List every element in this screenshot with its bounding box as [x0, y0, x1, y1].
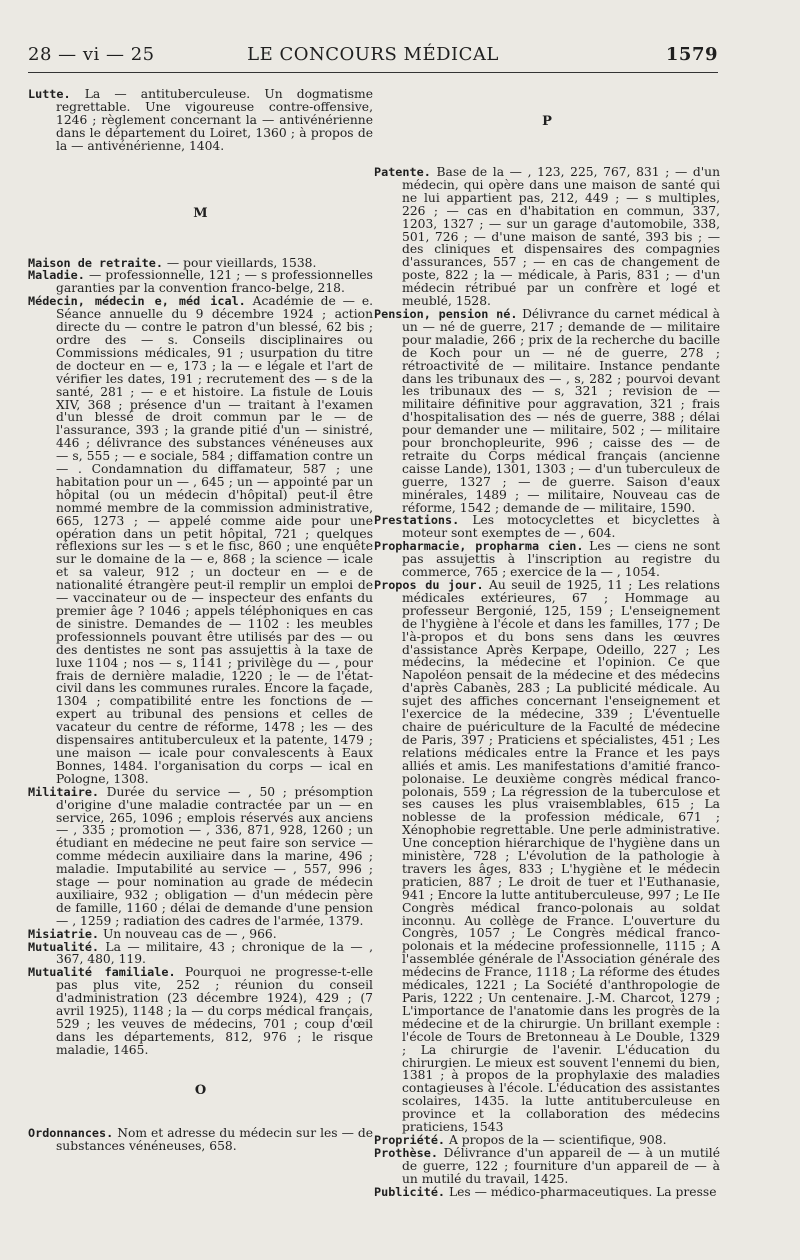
section-letter-p: P — [542, 113, 552, 129]
index-entry — [28, 966, 373, 1056]
right-column — [374, 88, 720, 1199]
journal-title: LE CONCOURS MÉDICAL — [247, 44, 499, 65]
entry-keyword: Propriété. — [374, 1132, 446, 1147]
section-o — [28, 1057, 373, 1127]
entry-text: Délivrance d'un appareil de — à un mutilé de guerre, 122 ; fourniture d'un appareil de — à un mutilé du travail, 1425. — [402, 1145, 720, 1186]
entry-text: — professionnelle, 121 ; — s professionnelles garanties par la convention franco-belge, 218. — [56, 268, 373, 296]
entry-keyword: Prestations. — [374, 513, 460, 528]
index-entry — [28, 269, 373, 295]
index-entry — [374, 514, 720, 540]
index-entry — [28, 941, 373, 967]
entry-keyword: Mutualité. — [28, 939, 100, 954]
entry-text: Les — médico-pharmaceutiques. La presse — [445, 1184, 717, 1199]
entry-keyword: Ordonnances. — [28, 1125, 114, 1140]
header-rule — [28, 72, 718, 73]
entry-keyword: Médecin, médecin e, méd ical. — [28, 294, 246, 309]
index-entry — [374, 166, 720, 308]
index-entry — [28, 786, 373, 928]
index-entry — [28, 1127, 373, 1153]
entry-text: La — antituberculeuse. Un dogmatisme regrettable. Une vigoureuse contre-offensive, 1246 ; règlement concernant la — antivénérienne dans le département du Loiret, 1360 ; à propos de la — antivénérienne, 1404. — [56, 87, 373, 153]
entry-keyword: Militaire. — [28, 784, 100, 799]
entry-text: — pour vieillards, 1538. — [162, 255, 317, 270]
entry-keyword: Lutte. — [28, 87, 71, 101]
entry-text: La — militaire, 43 ; chronique de la — , 367, 480, 119. — [56, 939, 373, 967]
entries-l — [28, 88, 373, 153]
section-m — [28, 153, 373, 257]
index-entry — [374, 308, 720, 515]
entry-keyword: Misiatrie. — [28, 926, 100, 941]
left-column — [28, 88, 373, 1153]
index-entry — [28, 295, 373, 785]
index-entry — [374, 540, 720, 579]
entry-text: Base de la — , 123, 225, 767, 831 ; — d'un médecin, qui opère dans une maison de santé qui ne lui appartient pas, 212, 449 ; — s multiples, 226 ; — cas en d'habitation en commun, 337, 1203, 1327 ; — sur un garage d'automobile, 338, 501, 726 ; — d'une maison de santé, 393 bis ; — des cliniques et dispensaires des compagnies d'assurances, 557 ; — en cas de changement de poste, 822 ; la — médicale, à Paris, 831 ; — d'un médecin rétribué par un confrère et logé et meublé, 1528. — [402, 165, 720, 309]
entry-text: Nom et adresse du médecin sur les — de substances vénéneuses, 658. — [56, 1125, 373, 1153]
entries-p — [374, 166, 720, 1199]
entry-text: Académie de — e. Séance annuelle du 9 décembre 1924 ; action directe du — contre le patron d'un blessé, 62 bis ; ordre des — s. Conseils disciplinaires ou Commissions médicales, 91 ; usurpation du titre de docteur en — e, 173 ; la — e légale et l'art de vérifier les dates, 191 ; recrutement des — s de la santé, 281 ; — e et histoire. La fistule de Louis XIV, 368 ; présence d'un — traitant à l'examen d'un blessé de droit commun par le — de l'assurance, 393 ; la grande pitié d'un — sinistré, 446 ; délivrance des substances vénéneuses aux — s, 555 ; — e sociale, 584 ; diffamation contre un — . Condamnation du diffamateur, 587 ; une habitation pour un — , 645 ; un — appointé par un hôpital (ou un médecin d'hôpital) peut-il être nommé membre de la commission administrative, 665, 1273 ; — appelé comme aide pour une opération dans un petit hôpital, 721 ; quelques réflexions sur les — s et le fisc, 860 ; une enquête sur le domaine de la — e, 868 ; la science — icale et sa valeur, 912 ; un docteur en — e de nationalité étrangère peut-il remplir un emploi de — vaccinateur ou de — inspecteur des enfants du premier âge ? 1046 ; appels téléphoniques en cas de sinistre. Demandes de — 1102 : les meubles professionnels pouvant être utilisés par des — ou des dentistes ne sont pas assujettis à la taxe de luxe 1104 ; nos — s, 1141 ; privilège du — , pour frais de dernière maladie, 1220 ; le — de l'état-civil dans les communes rurales. Encore la façade, 1304 ; compatibilité entre les fonctions de — expert au tribunal des pensions et celles de vacateur du centre de réforme, 1478 ; les — des dispensaires antituberculeux et la patente, 1479 ; une maison — icale pour convalescents à Eaux Bonnes, 1484. l'organisation du corps — ical en Pologne, 1308. — [56, 294, 374, 786]
entry-text: Durée du service — , 50 ; présomption d'origine d'une maladie contractée par un — en service, 265, 1096 ; emplois réservés aux anciens — , 335 ; promotion — , 336, 871, 928, 1260 ; un étudiant en médecine ne peut faire son service — comme médecin auxiliaire dans la marine, 496 ; maladie. Imputabilité au service — , 557, 996 ; stage — pour nomination au grade de médecin auxiliaire, 932 ; obligation — d'un médecin père de famille, 1160 ; délai de demande d'une pension — , 1259 ; radiation des cadres de l'armée, 1379. — [56, 784, 373, 928]
section-letter-m: M — [193, 206, 208, 222]
entry-keyword: Publicité. — [374, 1184, 446, 1199]
entry-text: Les motocyclettes et bicyclettes à moteur sont exemptes de — , 604. — [402, 513, 720, 541]
index-entry — [28, 88, 373, 153]
index-entry — [374, 579, 720, 1134]
entry-keyword: Prothèse. — [374, 1145, 438, 1160]
index-entry — [374, 1186, 720, 1199]
entry-text: Pourquoi ne progresse-t-elle pas plus vite, 252 ; réunion du conseil d'administration (23 décembre 1924), 429 ; (7 avril 1925), 1148 ; la — du corps médical français, 529 ; les veuves de médecins, 701 ; coup d'œil dans les départements, 812, 976 ; le risque maladie, 1465. — [56, 965, 374, 1057]
entry-text: Un nouveau cas de — , 966. — [99, 926, 277, 941]
entry-keyword: Pension, pension né. — [374, 306, 518, 321]
entry-text: A propos de la — scientifique, 908. — [445, 1132, 667, 1147]
entry-text: Au seuil de 1925, 11 ; Les relations médicales extérieures, 67 ; Hommage au professeur Bergonié, 125, 159 ; L'enseignement de l'hygiène à l'école et dans les familles, 177 ; De l'à-propos et du bons sens dans les œuvres d'assistance Après Kerpape, Odeillo, 227 ; Les médecins, la médecine et l'opinion. Ce que Napoléon pensait de la médecine et des médecins d'après Cabanès, 283 ; La publicité médicale. Au sujet des affiches concernant l'enseignement et l'exercice de la médecine, 339 ; L'éventuelle chaire de puériculture de la Faculté de médecine de Paris, 397 ; Praticiens et spécialistes, 451 ; Les relations médicales entre la France et les pays alliés et amis. Les manifestations d'amitié franco-polonaise. Le deuxième congrès médical franco-polonais, 559 ; La régression de la tuberculose et ses causes les plus vraisemblables, 615 ; La noblesse de la profession médicale, 671 ; Xénophobie regrettable. Une perle administrative. Une conception hiérarchique de l'hygiène dans un ministère, 728 ; L'évolution de la pathologie à travers les âges, 833 ; L'hygiène et le médecin praticien, 887 ; Le droit de tuer et l'Euthanasie, 941 ; Encore la lutte antituberculeuse, 997 ; Le IIe Congrès médical franco-polonais au soldat inconnu. Au collège de France. L'ouverture du Congrès, 1057 ; Le Congrès médical franco-polonais et la médecine professionnelle, 1115 ; A l'assemblée générale de l'Association générale des médecins de France, 1118 ; La réforme des études médicales, 1221 ; La Société d'anthropologie de Paris, 1222 ; Un centenaire. J.-M. Charcot, 1279 ; L'importance de l'anatomie dans les progrès de la médecine et de la chirurgie. Un brillant exemple : l'école de Tours de Bretonneau à Le Double, 1329 ; La chirurgie de l'avenir. L'éducation du chirurgien. Le mieux est souvent l'ennemi du bien, 1381 ; à propos de la prophylaxie des maladies contagieuses à l'école. L'éducation des assistantes scolaires, 1435. la lutte antituberculeuse en province et la collaboration des médecins praticiens, 1543 — [402, 578, 720, 1135]
entries-o — [28, 1127, 373, 1153]
entry-keyword: Maladie. — [28, 268, 85, 283]
index-entry — [374, 1147, 720, 1186]
entry-keyword: Maison de retraite. — [28, 255, 163, 270]
entry-keyword: Propos du jour. — [374, 578, 484, 592]
page-header — [28, 44, 718, 68]
issue-date: 28 — vi — 25 — [28, 44, 155, 65]
section-letter-o: O — [194, 1083, 207, 1099]
entry-text: Délivrance du carnet médical à un — né de guerre, 217 ; demande de — militaire pour maladie, 266 ; prix de la recherche du bacille de Koch pour un — né de guerre, 278 ; rétroactivité de — militaire. Instance pendante dans les tribunaux des — , s, 282 ; pourvoi devant les tribunaux des — s, 321 ; revision de — militaire définitive pour aggravation, 321 ; frais d'hospitalisation des — nés de guerre, 388 ; délai pour demander une — militaire, 502 ; — militaire pour bronchopleurite, 996 ; caisse des — de retraite du Corps médical français (ancienne caisse Lande), 1301, 1303 ; — d'un tuberculeux de guerre, 1327 ; — de guerre. Saison d'eaux minérales, 1489 ; — militaire, Nouveau cas de réforme, 1542 ; demande de — militaire, 1590. — [402, 306, 720, 515]
section-p — [374, 88, 720, 166]
entry-keyword: Patente. — [374, 165, 431, 179]
entry-text: Les — ciens ne sont pas assujettis à l'inscription au registre du commerce, 765 ; exercice de la — , 1054. — [402, 539, 721, 580]
entry-keyword: Mutualité familiale. — [28, 965, 176, 980]
entries-m — [28, 257, 373, 1057]
page-number: 1579 — [665, 44, 718, 65]
entry-keyword: Propharmacie, propharma cien. — [374, 539, 584, 554]
